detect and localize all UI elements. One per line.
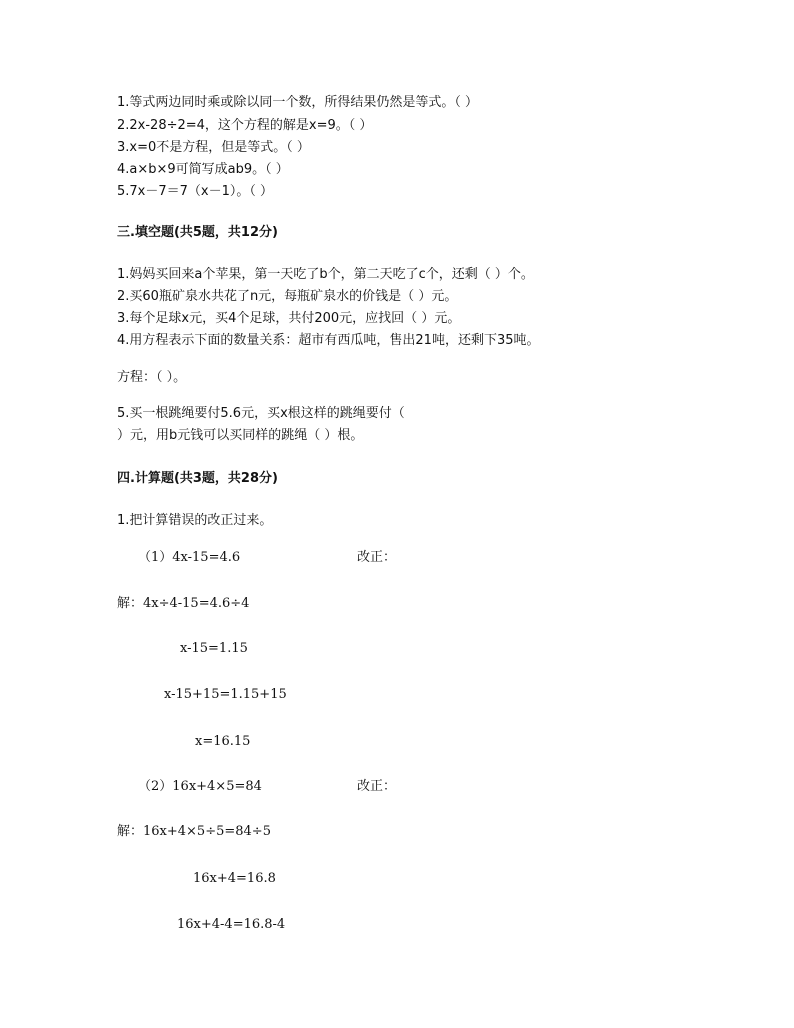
problem-1: （1）4x-15=4.6 [138,550,241,565]
step-1-4: x=16.15 [195,734,251,749]
fill-item-5-line-1: 5.买一根跳绳要付5.6元，买x根这样的跳绳要付（ [117,406,405,421]
fill-item-5-line-2: ）元，用b元钱可以买同样的跳绳（ ）根。 [117,428,364,443]
step-1-2: x-15=1.15 [180,641,248,656]
correct-label-1: 改正： [357,550,397,565]
fill-item-1: 1.妈妈买回来a个苹果，第一天吃了b个，第二天吃了c个，还剩（ ）个。 [117,267,534,282]
step-1-1: 解：4x÷4-15=4.6÷4 [117,596,250,611]
fill-item-3: 3.每个足球x元，买4个足球，共付200元，应找回（ ）元。 [117,311,461,326]
section-3-title: 三.填空题(共5题，共12分) [117,225,278,240]
judge-item-3: 3.x=0不是方程，但是等式。（ ） [117,140,310,155]
fill-item-2: 2.买60瓶矿泉水共花了n元，每瓶矿泉水的价钱是（ ）元。 [117,289,458,304]
problem-2: （2）16x+4×5=84 [138,779,262,794]
step-1-3: x-15+15=1.15+15 [164,687,287,702]
step-2-1: 解：16x+4×5÷5=84÷5 [117,824,271,839]
fill-item-4: 4.用方程表示下面的数量关系：超市有西瓜吨，售出21吨，还剩下35吨。 [117,333,540,348]
equation-line: 方程：（ ）。 [117,370,187,385]
judge-item-2: 2.2x-28÷2=4，这个方程的解是x=9。（ ） [117,118,373,133]
calc-question-1: 1.把计算错误的改正过来。 [117,513,273,528]
section-4-title: 四.计算题(共3题，共28分) [117,471,278,486]
judge-item-1: 1.等式两边同时乘或除以同一个数，所得结果仍然是等式。（ ） [117,95,479,110]
step-2-3: 16x+4-4=16.8-4 [177,917,286,932]
step-2-2: 16x+4=16.8 [193,871,276,886]
correct-label-2: 改正： [357,779,397,794]
judge-item-4: 4.a×b×9可简写成ab9。（ ） [117,162,289,177]
judge-item-5: 5.7x－7＝7（x－1）。（ ） [117,184,274,199]
